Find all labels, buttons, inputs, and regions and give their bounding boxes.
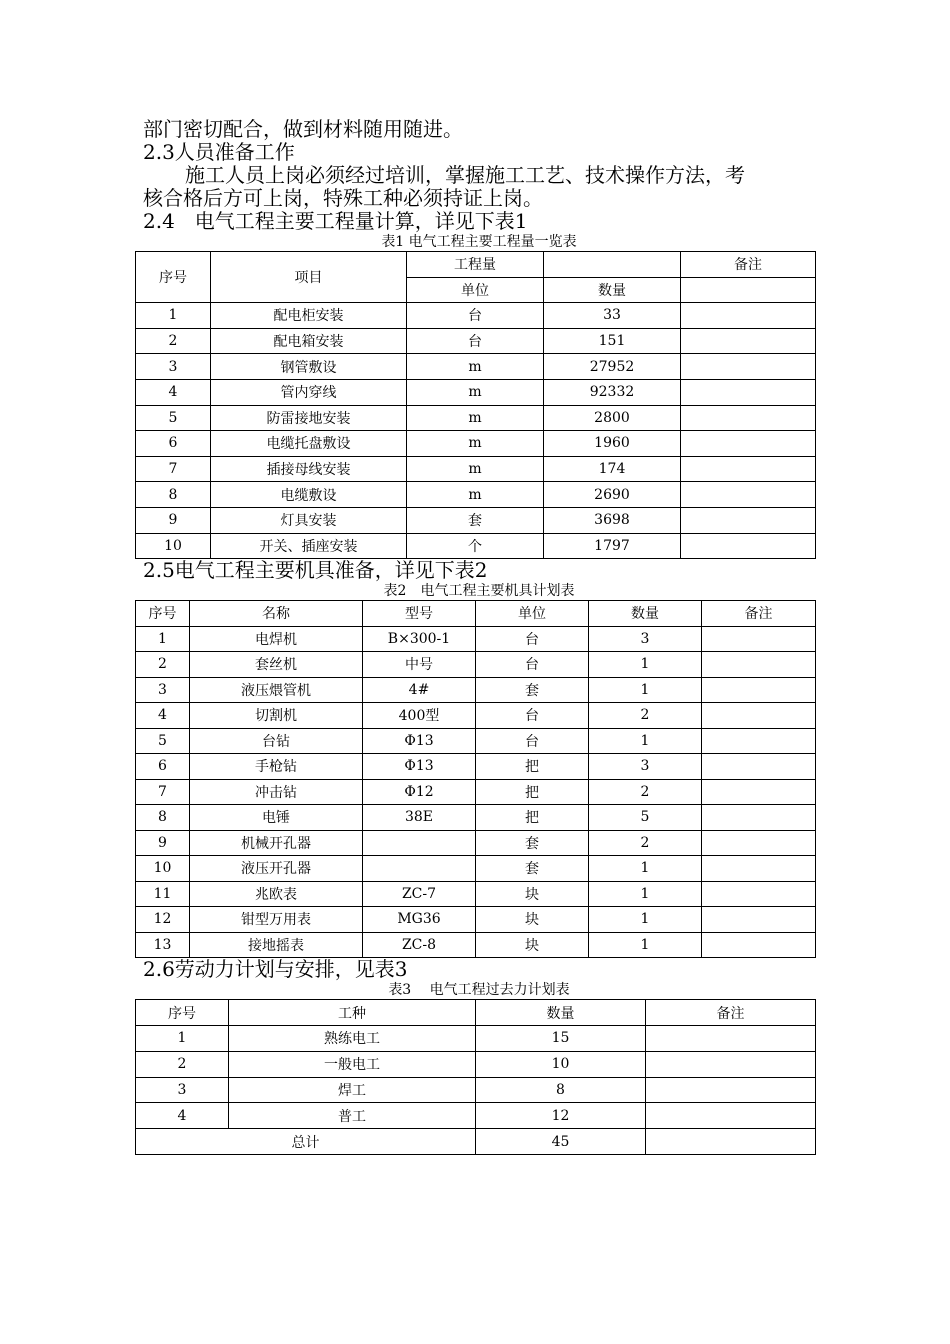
table-row	[136, 379, 816, 405]
table-row	[136, 1025, 816, 1051]
cell-remark	[646, 1129, 816, 1155]
cell-amount: 12	[476, 1103, 646, 1129]
cell-remark	[681, 482, 816, 508]
cell-seq: 5	[136, 405, 211, 431]
cell-name: 电焊机	[190, 626, 363, 652]
cell-name: 切割机	[190, 703, 363, 729]
cell-unit: 套	[407, 507, 544, 533]
cell-name: 机械开孔器	[190, 830, 363, 856]
header-remark: 备注	[646, 1000, 816, 1026]
table-row	[136, 907, 816, 933]
table-row	[136, 856, 816, 882]
cell-name: 套丝机	[190, 652, 363, 678]
header-unit: 单位	[407, 277, 544, 303]
header-remark: 备注	[702, 601, 816, 627]
cell-amount: 1	[589, 677, 702, 703]
cell-amount: 2690	[544, 482, 681, 508]
cell-amount: 2	[589, 703, 702, 729]
cell-seq: 5	[136, 728, 190, 754]
cell-unit: 把	[476, 779, 589, 805]
cell-remark	[702, 677, 816, 703]
cell-amount: 1	[589, 652, 702, 678]
cell-item: 插接母线安装	[211, 456, 407, 482]
cell-seq: 6	[136, 431, 211, 457]
heading-2-5: 2.5电气工程主要机具准备，详见下表2	[143, 558, 488, 583]
table-row	[136, 830, 816, 856]
cell-remark	[681, 405, 816, 431]
cell-amount: 1797	[544, 533, 681, 559]
cell-item: 防雷接地安装	[211, 405, 407, 431]
header-blank	[544, 252, 681, 278]
header-name: 名称	[190, 601, 363, 627]
cell-amount: 174	[544, 456, 681, 482]
table-row	[136, 328, 816, 354]
cell-model: 中号	[363, 652, 476, 678]
paragraph-personnel-line2: 核合格后方可上岗，特殊工种必须持证上岗。	[143, 186, 543, 210]
table-equipment	[135, 600, 816, 958]
cell-model: B×300-1	[363, 626, 476, 652]
cell-amount: 1	[589, 907, 702, 933]
cell-remark	[681, 533, 816, 559]
cell-amount: 1960	[544, 431, 681, 457]
cell-remark	[702, 881, 816, 907]
table-row	[136, 507, 816, 533]
cell-remark	[702, 728, 816, 754]
table-row	[136, 652, 816, 678]
table-row	[136, 779, 816, 805]
cell-item: 管内穿线	[211, 379, 407, 405]
heading-2-3: 2.3人员准备工作	[143, 140, 295, 164]
cell-unit: 台	[476, 652, 589, 678]
cell-trade: 熟练电工	[229, 1025, 476, 1051]
table-row	[136, 405, 816, 431]
cell-model	[363, 856, 476, 882]
cell-remark	[702, 805, 816, 831]
header-quantity-group: 工程量	[407, 252, 544, 278]
cell-name: 冲击钻	[190, 779, 363, 805]
cell-unit: 套	[476, 856, 589, 882]
header-amount: 数量	[589, 601, 702, 627]
cell-unit: m	[407, 431, 544, 457]
cell-model	[363, 830, 476, 856]
cell-item: 钢管敷设	[211, 354, 407, 380]
cell-seq: 2	[136, 328, 211, 354]
cell-remark	[646, 1103, 816, 1129]
cell-unit: m	[407, 354, 544, 380]
cell-seq: 2	[136, 652, 190, 678]
cell-remark	[702, 907, 816, 933]
header-trade: 工种	[229, 1000, 476, 1026]
cell-seq: 4	[136, 703, 190, 729]
table-row	[136, 677, 816, 703]
cell-remark	[646, 1077, 816, 1103]
cell-unit: 台	[476, 626, 589, 652]
header-amount: 数量	[476, 1000, 646, 1026]
cell-name: 液压开孔器	[190, 856, 363, 882]
table-row	[136, 431, 816, 457]
cell-amount: 151	[544, 328, 681, 354]
cell-unit: 台	[476, 703, 589, 729]
cell-name: 兆欧表	[190, 881, 363, 907]
cell-amount: 10	[476, 1051, 646, 1077]
table-row	[136, 728, 816, 754]
document-page	[143, 118, 815, 1155]
cell-name: 接地摇表	[190, 932, 363, 958]
cell-item: 电缆敷设	[211, 482, 407, 508]
cell-model: MG36	[363, 907, 476, 933]
cell-model: ZC-7	[363, 881, 476, 907]
header-seq: 序号	[136, 1000, 229, 1026]
header-model: 型号	[363, 601, 476, 627]
cell-seq: 3	[136, 1077, 229, 1103]
cell-amount: 92332	[544, 379, 681, 405]
cell-remark	[702, 856, 816, 882]
cell-seq: 10	[136, 856, 190, 882]
cell-amount: 33	[544, 303, 681, 329]
cell-remark	[681, 507, 816, 533]
table-row	[136, 703, 816, 729]
table-row	[136, 1103, 816, 1129]
table-row	[136, 354, 816, 380]
header-unit: 单位	[476, 601, 589, 627]
cell-remark	[702, 703, 816, 729]
cell-seq: 2	[136, 1051, 229, 1077]
cell-seq: 4	[136, 1103, 229, 1129]
cell-unit: 把	[476, 754, 589, 780]
cell-seq: 10	[136, 533, 211, 559]
paragraph-materials: 部门密切配合，做到材料随用随进。	[143, 117, 463, 141]
table-total-row	[136, 1129, 816, 1155]
cell-seq: 7	[136, 779, 190, 805]
cell-model: Φ13	[363, 754, 476, 780]
cell-amount: 1	[589, 881, 702, 907]
table-row	[136, 881, 816, 907]
table-row	[136, 482, 816, 508]
header-remark-blank	[681, 277, 816, 303]
cell-remark	[702, 779, 816, 805]
cell-amount: 15	[476, 1025, 646, 1051]
cell-remark	[702, 626, 816, 652]
header-amount: 数量	[544, 277, 681, 303]
table1-caption: 表1 电气工程主要工程量一览表	[381, 234, 577, 250]
table-quantities	[135, 251, 816, 559]
cell-seq: 7	[136, 456, 211, 482]
table-row	[136, 932, 816, 958]
cell-seq: 1	[136, 303, 211, 329]
table3-caption: 表3 电气工程过去力计划表	[388, 982, 570, 999]
cell-name: 台钻	[190, 728, 363, 754]
header-seq: 序号	[136, 601, 190, 627]
cell-seq: 9	[136, 830, 190, 856]
table-row	[136, 533, 816, 559]
cell-remark	[646, 1051, 816, 1077]
cell-amount: 8	[476, 1077, 646, 1103]
cell-amount: 1	[589, 856, 702, 882]
cell-amount: 27952	[544, 354, 681, 380]
cell-name: 手枪钻	[190, 754, 363, 780]
cell-amount: 3	[589, 754, 702, 780]
cell-model: 38E	[363, 805, 476, 831]
table-row	[136, 626, 816, 652]
cell-remark	[681, 379, 816, 405]
cell-trade: 一般电工	[229, 1051, 476, 1077]
cell-item: 电缆托盘敷设	[211, 431, 407, 457]
paragraph-personnel-line1: 施工人员上岗必须经过培训，掌握施工工艺、技术操作方法，考	[185, 163, 745, 187]
cell-unit: 块	[476, 881, 589, 907]
cell-seq: 1	[136, 1025, 229, 1051]
table-header-row	[136, 601, 816, 627]
cell-seq: 4	[136, 379, 211, 405]
cell-total-amount: 45	[476, 1129, 646, 1155]
cell-model: 400型	[363, 703, 476, 729]
cell-name: 钳型万用表	[190, 907, 363, 933]
cell-unit: 套	[476, 677, 589, 703]
cell-amount: 3	[589, 626, 702, 652]
cell-model: Φ12	[363, 779, 476, 805]
cell-seq: 3	[136, 354, 211, 380]
cell-item: 开关、插座安装	[211, 533, 407, 559]
cell-remark	[702, 652, 816, 678]
cell-name: 电锤	[190, 805, 363, 831]
heading-2-4: 2.4 电气工程主要工程量计算，详见下表1	[143, 209, 528, 233]
cell-seq: 8	[136, 482, 211, 508]
cell-remark	[702, 932, 816, 958]
cell-remark	[646, 1025, 816, 1051]
table-row	[136, 805, 816, 831]
cell-amount: 1	[589, 728, 702, 754]
cell-unit: 台	[476, 728, 589, 754]
cell-amount: 1	[589, 932, 702, 958]
cell-unit: 块	[476, 907, 589, 933]
cell-unit: 把	[476, 805, 589, 831]
table-row	[136, 754, 816, 780]
cell-remark	[681, 303, 816, 329]
cell-unit: 个	[407, 533, 544, 559]
cell-unit: 块	[476, 932, 589, 958]
cell-amount: 2	[589, 830, 702, 856]
cell-amount: 5	[589, 805, 702, 831]
cell-name: 液压煨管机	[190, 677, 363, 703]
cell-unit: m	[407, 379, 544, 405]
cell-item: 配电箱安装	[211, 328, 407, 354]
cell-trade: 焊工	[229, 1077, 476, 1103]
cell-amount: 2800	[544, 405, 681, 431]
cell-unit: m	[407, 482, 544, 508]
cell-item: 灯具安装	[211, 507, 407, 533]
cell-seq: 11	[136, 881, 190, 907]
table-row	[136, 1051, 816, 1077]
cell-model: ZC-8	[363, 932, 476, 958]
cell-remark	[681, 354, 816, 380]
cell-item: 配电柜安装	[211, 303, 407, 329]
cell-seq: 6	[136, 754, 190, 780]
table-row	[136, 1077, 816, 1103]
cell-total-label: 总计	[136, 1129, 476, 1155]
table-header-row	[136, 252, 816, 278]
cell-remark	[702, 830, 816, 856]
cell-trade: 普工	[229, 1103, 476, 1129]
table-row	[136, 456, 816, 482]
header-seq: 序号	[136, 252, 211, 303]
heading-2-6: 2.6劳动力计划与安排，见表3	[143, 957, 408, 982]
cell-seq: 13	[136, 932, 190, 958]
cell-unit: 台	[407, 303, 544, 329]
cell-remark	[702, 754, 816, 780]
cell-seq: 3	[136, 677, 190, 703]
cell-seq: 12	[136, 907, 190, 933]
table-header-row	[136, 1000, 816, 1026]
cell-unit: m	[407, 405, 544, 431]
cell-seq: 8	[136, 805, 190, 831]
cell-amount: 2	[589, 779, 702, 805]
header-remark: 备注	[681, 252, 816, 278]
cell-unit: m	[407, 456, 544, 482]
cell-remark	[681, 431, 816, 457]
table-row	[136, 303, 816, 329]
cell-amount: 3698	[544, 507, 681, 533]
cell-unit: 台	[407, 328, 544, 354]
cell-remark	[681, 328, 816, 354]
cell-unit: 套	[476, 830, 589, 856]
table2-caption: 表2 电气工程主要机具计划表	[383, 583, 575, 600]
table-labor	[135, 999, 816, 1155]
cell-model: Φ13	[363, 728, 476, 754]
cell-model: 4#	[363, 677, 476, 703]
header-item: 项目	[211, 252, 407, 303]
cell-seq: 1	[136, 626, 190, 652]
cell-seq: 9	[136, 507, 211, 533]
cell-remark	[681, 456, 816, 482]
